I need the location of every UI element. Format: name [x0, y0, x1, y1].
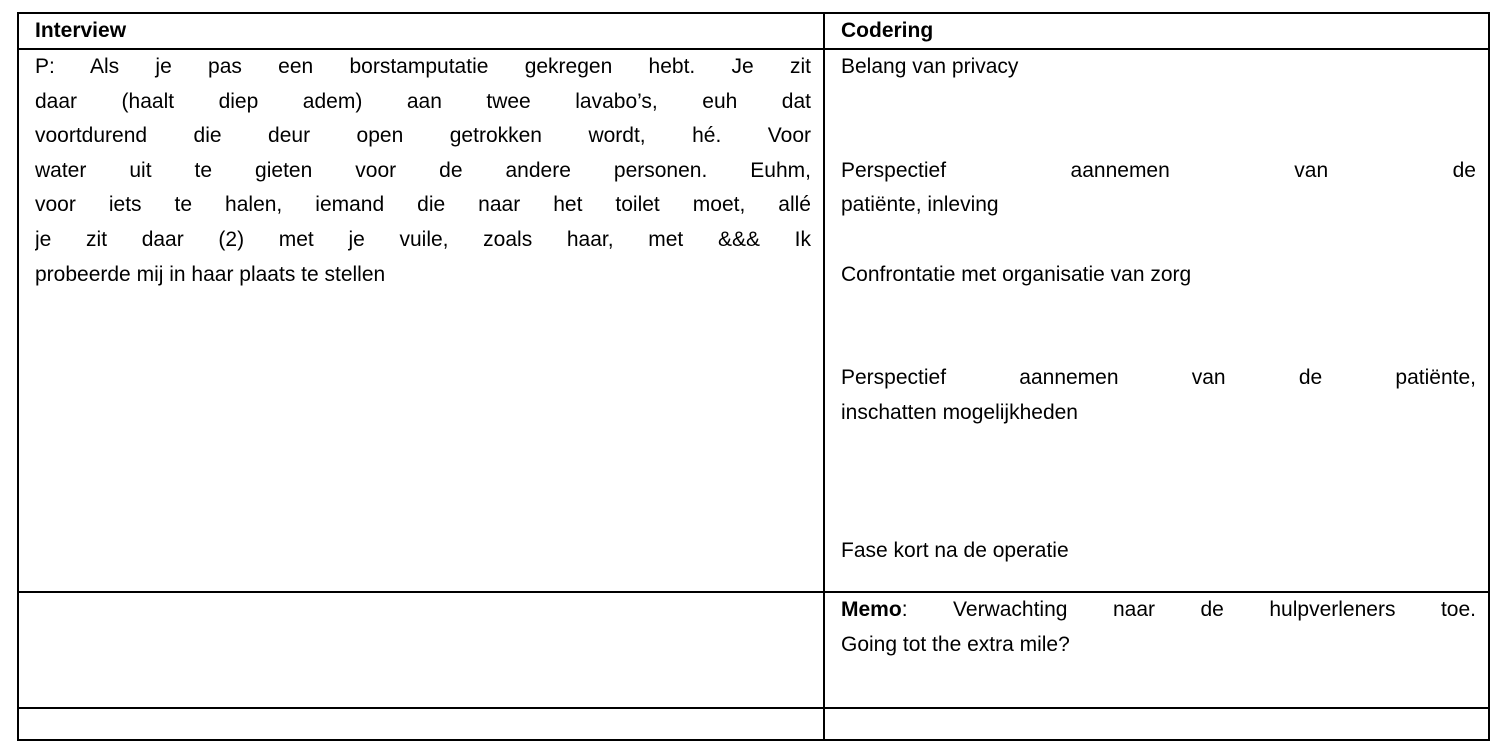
table-row	[18, 49, 1489, 592]
code-line: Fase kort na de operatie	[841, 539, 1069, 563]
code-line: Perspectief aannemen van de	[841, 158, 1476, 182]
interview-line: probeerde mij in haar plaats te stellen	[35, 262, 386, 286]
memo-text: : Verwachting naar de hulpverleners toe.	[901, 598, 1476, 621]
code-line: patiënte, inleving	[841, 193, 999, 217]
header-interview: Interview	[18, 13, 824, 49]
interview-line: water uit te gieten voor de andere personen. Euhm,	[35, 158, 811, 182]
code-item	[841, 50, 1476, 85]
code-line: Confrontatie met organisatie van zorg	[841, 262, 1192, 286]
header-row	[18, 13, 1489, 49]
code-item	[841, 258, 1476, 293]
memo-line: Going tot the extra mile?	[841, 632, 1070, 656]
empty-cell	[824, 708, 1489, 740]
codering-cell	[824, 49, 1489, 592]
interview-line: daar (haalt diep adem) aan twee lavabo’s, euh dat	[35, 89, 811, 113]
code-item	[841, 154, 1476, 223]
memo-line	[841, 593, 1476, 628]
code-item	[841, 361, 1476, 430]
memo-cell	[824, 592, 1489, 708]
interview-line: voor iets te halen, iemand die naar het toilet moet, allé	[35, 193, 811, 217]
empty-cell	[18, 592, 824, 708]
code-line: inschatten mogelijkheden	[841, 400, 1078, 424]
interview-line: je zit daar (2) met je vuile, zoals haar, met &&& Ik	[35, 227, 811, 251]
coding-table	[17, 12, 1490, 741]
code-line: Perspectief aannemen van de patiënte,	[841, 366, 1476, 390]
empty-cell	[18, 708, 824, 740]
interview-cell	[18, 49, 824, 592]
table-row	[18, 592, 1489, 708]
code-line: Belang van privacy	[841, 55, 1019, 78]
interview-line: voortdurend die deur open getrokken wordt, hé. Voor	[35, 124, 811, 148]
code-item	[841, 534, 1476, 569]
table-row	[18, 708, 1489, 740]
interview-line: P: Als je pas een borstamputatie gekregen hebt. Je zit	[35, 55, 811, 78]
header-codering: Codering	[824, 13, 1489, 49]
memo-label: Memo	[841, 598, 902, 621]
